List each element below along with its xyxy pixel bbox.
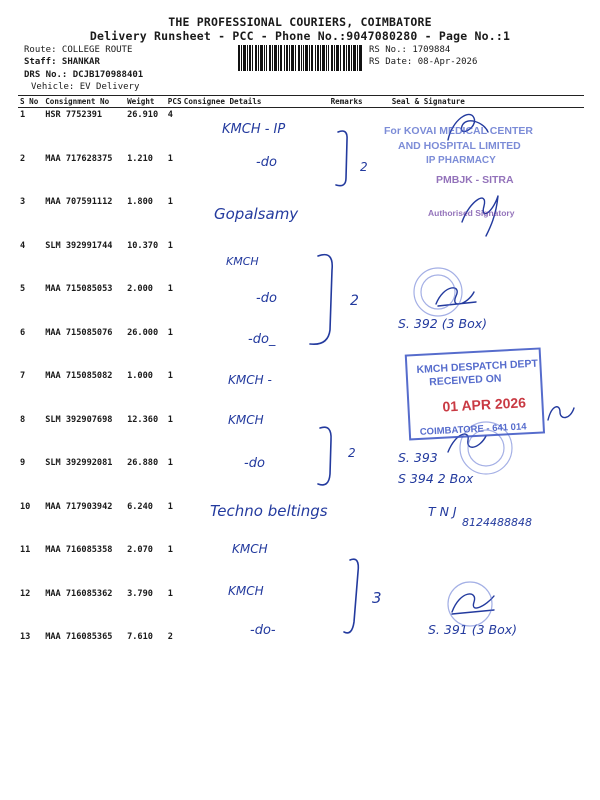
col-weight: Weight xyxy=(125,96,166,108)
hw-row1: KMCH - IP xyxy=(222,122,286,137)
row-weight: 3.790 xyxy=(127,588,153,599)
svg-text:RECEIVED ON: RECEIVED ON xyxy=(428,372,502,389)
hw-row10: Techno beltings xyxy=(210,502,328,520)
hw-row11: KMCH xyxy=(232,542,268,556)
row-pcs: 1 xyxy=(167,240,173,251)
row-consignment: MAA 716085362 xyxy=(45,588,113,599)
table-row xyxy=(18,195,584,239)
hw-row9-count: 2 xyxy=(348,446,356,460)
row-weight: 1.800 xyxy=(127,197,153,207)
row-consignment: MAA 717628375 xyxy=(45,153,113,164)
table-row xyxy=(18,282,584,326)
barcode xyxy=(238,45,362,71)
svg-text:KMCH DESPATCH DEPT: KMCH DESPATCH DEPT xyxy=(416,357,539,376)
vehicle-label: Vehicle: EV Delivery xyxy=(31,82,140,92)
row-pcs: 1 xyxy=(167,501,173,512)
svg-text:AND HOSPITAL LIMITED: AND HOSPITAL LIMITED xyxy=(398,140,521,152)
hw-row9: -do xyxy=(244,456,265,471)
row-sno: 5 xyxy=(20,284,26,294)
row-sno: 8 xyxy=(20,414,26,425)
table-row xyxy=(18,587,584,631)
hw-row12: KMCH xyxy=(228,584,264,598)
row-sno: 4 xyxy=(20,240,26,251)
hw-row5: -do xyxy=(256,291,277,306)
rs-date: RS Date: 08-Apr-2026 xyxy=(369,57,478,67)
svg-text:Authorised Signatory: Authorised Signatory xyxy=(428,208,515,218)
row-consignment: MAA 715085082 xyxy=(45,371,113,381)
row-consignment: SLM 392992081 xyxy=(45,458,113,468)
table-header-row xyxy=(18,96,584,108)
staff-label: Staff: SHANKAR xyxy=(24,57,100,67)
table-row xyxy=(18,500,584,544)
row-consignment: MAA 715085053 xyxy=(45,284,113,294)
row-consignment: MAA 716085358 xyxy=(45,545,113,555)
row-pcs: 1 xyxy=(167,414,173,425)
table-row xyxy=(18,369,584,413)
hw-row12-count: 3 xyxy=(372,589,382,607)
hw-row2-count: 2 xyxy=(360,160,368,174)
svg-text:IP PHARMACY: IP PHARMACY xyxy=(426,155,496,166)
hw-row9-signature-a: S. 393 xyxy=(398,450,438,465)
table-row xyxy=(18,108,584,152)
hw-row13-signature: S. 391 (3 Box) xyxy=(428,622,518,637)
row-weight: 26.880 xyxy=(127,458,159,468)
hw-row6: -do_ xyxy=(248,332,276,347)
hw-row7: KMCH - xyxy=(228,373,272,387)
hw-row10-signature-a: T N J xyxy=(428,504,457,519)
hw-row13: -do- xyxy=(250,623,276,638)
row-consignment: MAA 715085076 xyxy=(45,327,113,338)
svg-text:01 APR 2026: 01 APR 2026 xyxy=(442,394,527,415)
hw-row4: KMCH xyxy=(226,255,259,268)
col-consignment: Consignment No xyxy=(43,96,125,108)
row-weight: 7.610 xyxy=(127,632,153,642)
row-pcs: 4 xyxy=(167,110,173,120)
hw-row5-count: 2 xyxy=(350,293,359,309)
route-label: Route: COLLEGE ROUTE xyxy=(24,45,133,55)
row-sno: 13 xyxy=(20,632,31,642)
hw-row6-signature: S. 392 (3 Box) xyxy=(398,316,488,331)
table-row xyxy=(18,630,584,674)
svg-text:For KOVAI MEDICAL CENTER: For KOVAI MEDICAL CENTER xyxy=(384,125,533,137)
row-pcs: 1 xyxy=(167,371,173,381)
row-weight: 10.370 xyxy=(127,240,159,251)
row-sno: 11 xyxy=(20,545,31,555)
page-title: THE PROFESSIONAL COURIERS, COIMBATORE xyxy=(168,15,432,29)
col-pcs: PCS xyxy=(167,97,182,106)
row-sno: 10 xyxy=(20,501,31,512)
row-sno: 9 xyxy=(20,458,26,468)
table-row xyxy=(18,239,584,283)
drs-number: DRS No.: DCJB170988401 xyxy=(24,70,144,80)
row-sno: 6 xyxy=(20,327,26,338)
row-consignment: SLM 392991744 xyxy=(45,240,113,251)
row-sno: 1 xyxy=(20,110,26,120)
row-weight: 26.910 xyxy=(127,110,159,120)
row-pcs: 2 xyxy=(167,632,173,642)
table-row xyxy=(18,543,584,587)
row-consignment: MAA 716085365 xyxy=(45,632,113,642)
row-consignment: SLM 392907698 xyxy=(45,414,113,425)
row-weight: 2.000 xyxy=(127,284,153,294)
col-consignee-details: Consignee Details xyxy=(182,96,329,108)
row-consignment: MAA 707591112 xyxy=(45,197,113,207)
row-consignment: MAA 717903942 xyxy=(45,501,113,512)
runsheet-table xyxy=(18,95,584,674)
row-pcs: 1 xyxy=(167,153,173,164)
row-weight: 1.210 xyxy=(127,153,153,164)
row-sno: 12 xyxy=(20,588,31,599)
hw-row8: KMCH xyxy=(228,413,264,427)
rs-number: RS No.: 1709884 xyxy=(369,45,451,55)
col-seal-signature: Seal & Signature xyxy=(368,96,584,108)
svg-text:PMBJK - SITRA: PMBJK - SITRA xyxy=(436,174,514,186)
col-remarks: Remarks xyxy=(329,96,368,108)
row-weight: 26.000 xyxy=(127,327,159,338)
row-pcs: 1 xyxy=(167,458,173,468)
row-weight: 2.070 xyxy=(127,545,153,555)
col-sno: S No xyxy=(18,96,43,108)
row-sno: 2 xyxy=(20,153,26,164)
table-row xyxy=(18,326,584,370)
page-subtitle: Delivery Runsheet - PCC - Phone No.:9047080280 - Page No.:1 xyxy=(89,29,511,43)
row-pcs: 1 xyxy=(167,284,173,294)
table-row xyxy=(18,456,584,500)
row-weight: 6.240 xyxy=(127,501,153,512)
hw-row9-signature-b: S 394 2 Box xyxy=(398,471,474,486)
row-weight: 12.360 xyxy=(127,414,159,425)
row-sno: 3 xyxy=(20,197,26,207)
table-row xyxy=(18,413,584,457)
table-row xyxy=(18,152,584,196)
hw-row2: -do xyxy=(256,155,277,170)
row-pcs: 1 xyxy=(167,197,173,207)
row-weight: 1.000 xyxy=(127,371,153,381)
row-consignment: HSR 7752391 xyxy=(45,110,103,120)
row-pcs: 1 xyxy=(167,545,173,555)
row-sno: 7 xyxy=(20,371,26,381)
hw-row3: Gopalsamy xyxy=(214,205,299,223)
row-pcs: 1 xyxy=(167,588,173,599)
row-pcs: 1 xyxy=(167,327,173,338)
svg-text:COIMBATORE - 641 014: COIMBATORE - 641 014 xyxy=(419,421,527,438)
hw-row10-signature-b: 8124488848 xyxy=(462,516,532,529)
